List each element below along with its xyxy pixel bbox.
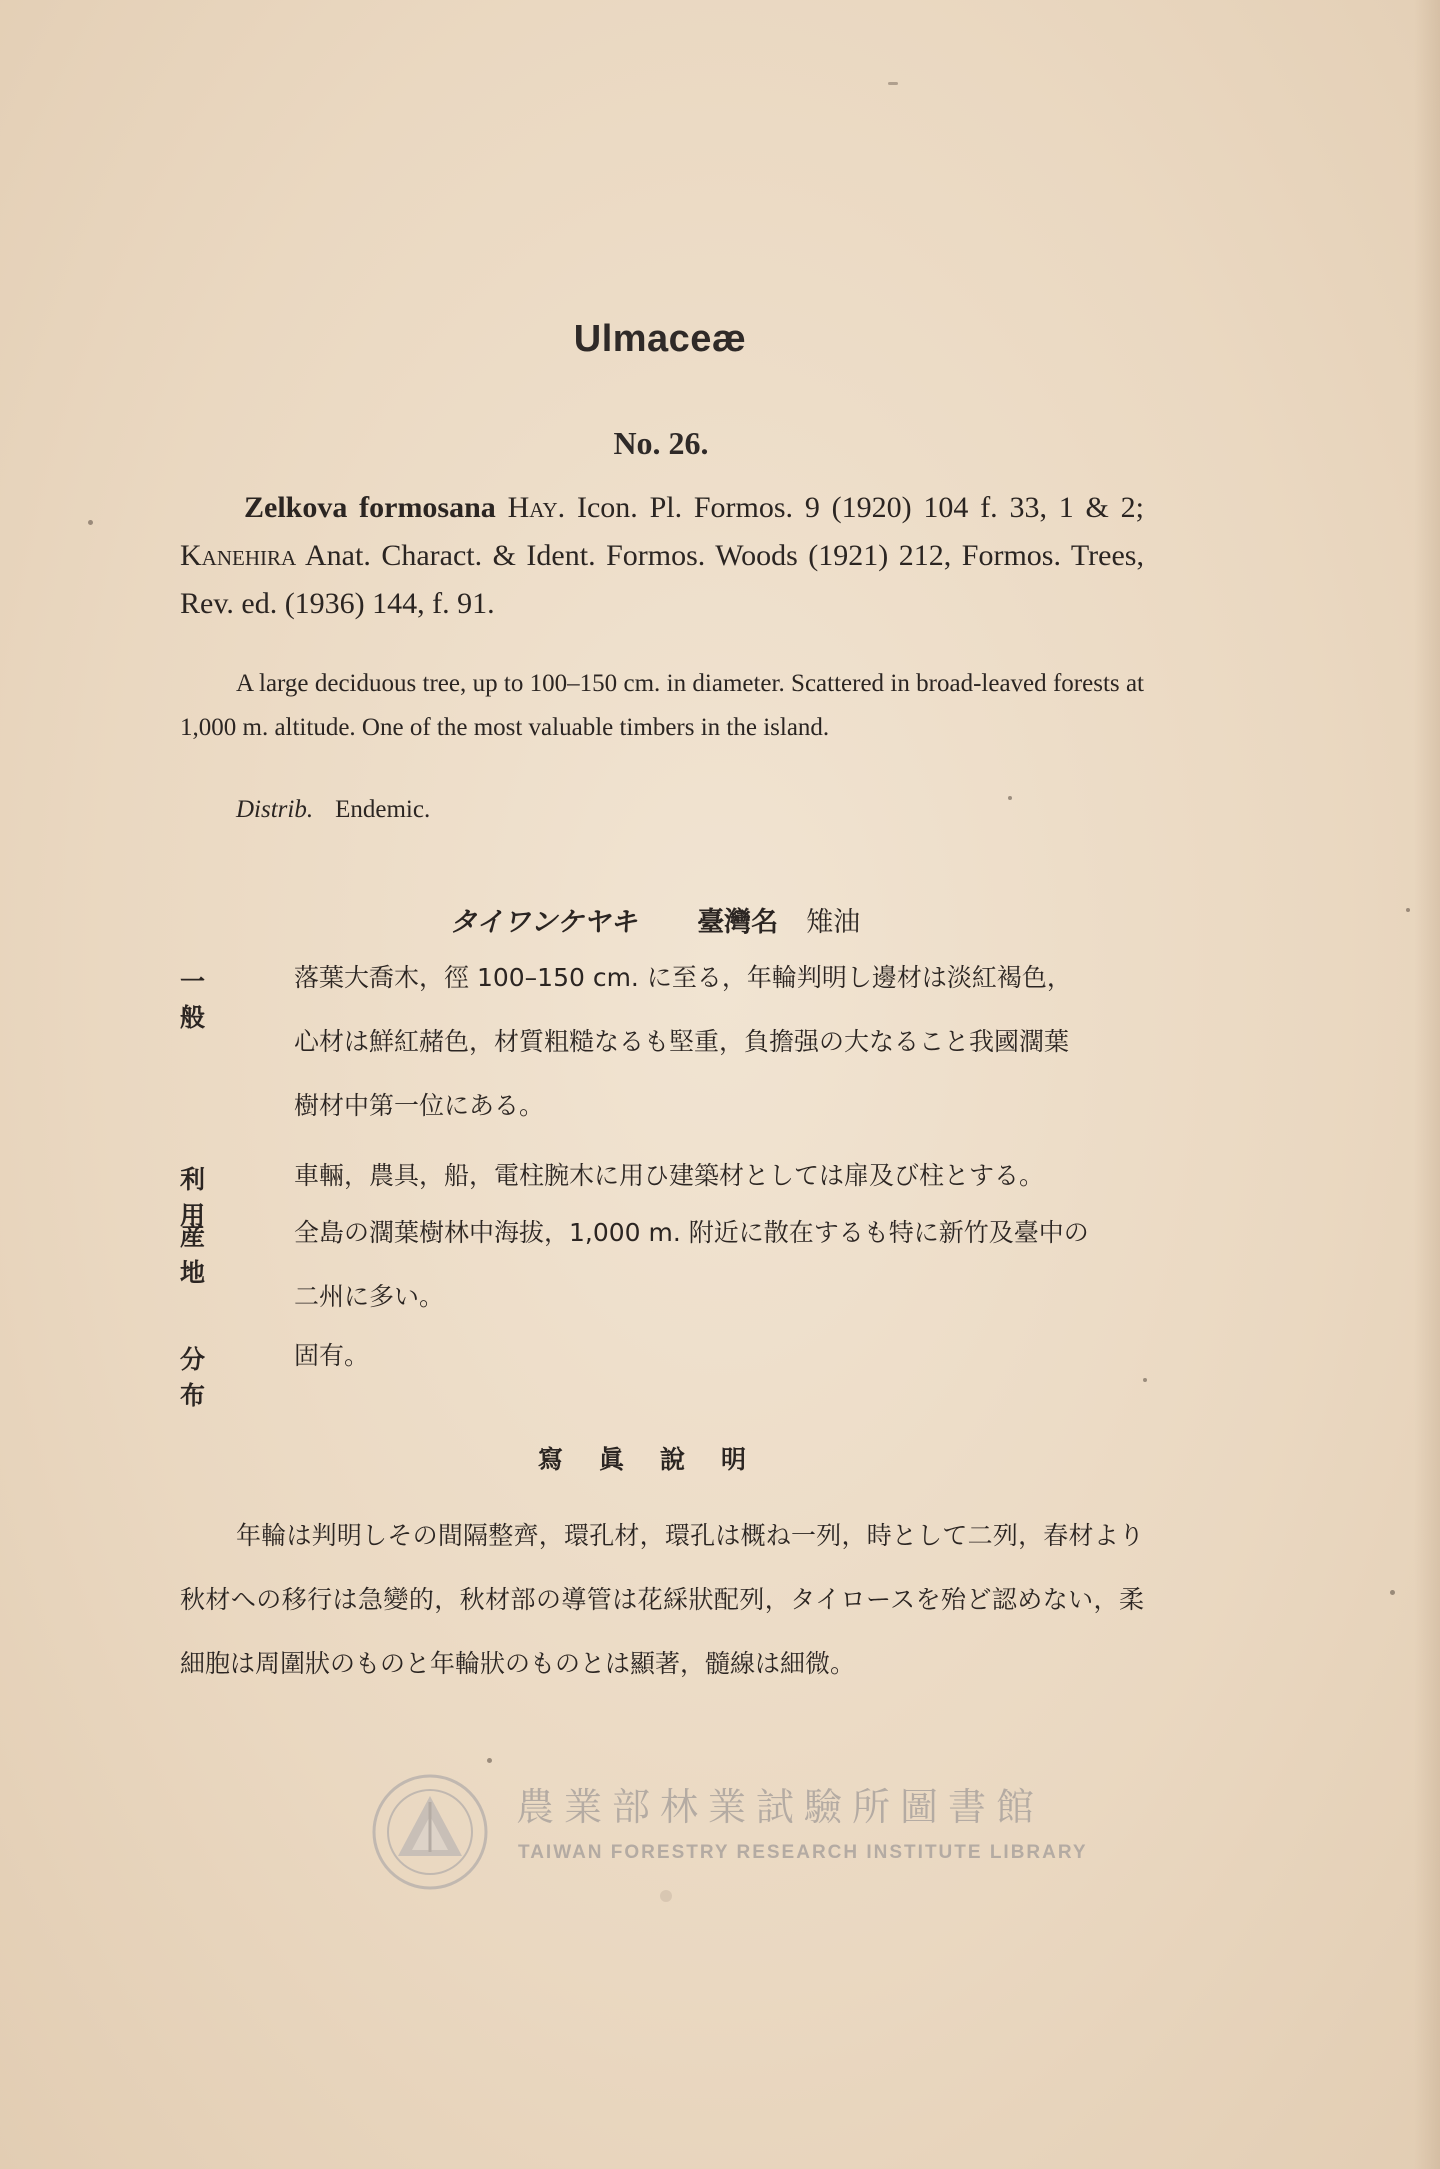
section-line: 車輛，農具，船，電柱腕木に用ひ建築材としては扉及び柱とする。 bbox=[294, 1161, 1045, 1190]
paper-speck bbox=[1143, 1378, 1147, 1382]
japanese-name: タイワンケヤキ bbox=[449, 907, 638, 938]
paper-speck bbox=[1390, 1590, 1395, 1595]
paper-speck bbox=[1008, 796, 1012, 800]
author-hayata: Hay. bbox=[507, 491, 566, 524]
section-key: 産地 bbox=[180, 1222, 236, 1287]
section-text bbox=[294, 1324, 1154, 1388]
distribution-line bbox=[236, 796, 430, 824]
library-watermark bbox=[370, 1766, 1090, 1886]
section-text bbox=[294, 1144, 1154, 1208]
species-reference bbox=[180, 484, 1144, 628]
japanese-name-heading bbox=[0, 900, 1310, 939]
section-key: 分布 bbox=[180, 1345, 236, 1410]
paper-speck bbox=[88, 520, 93, 525]
section-line: 全島の濶葉樹林中海拔，1,000 m. 附近に散在するも特に新竹及臺中の bbox=[294, 1218, 1089, 1247]
section-line: 二州に多い。 bbox=[294, 1282, 445, 1311]
paper-speck bbox=[888, 82, 898, 85]
library-name-zh: 農業部林業試驗所圖書館 bbox=[516, 1785, 1045, 1829]
section-key: 一般 bbox=[180, 967, 236, 1032]
reference-two: Anat. Charact. & Ident. Formos. Woods (1921) 212, Formos. Trees, Rev. ed. (1936) 144, f. 91. bbox=[180, 539, 1144, 620]
paper-speck bbox=[1406, 908, 1410, 912]
author-kanehira: Kanehira bbox=[180, 539, 297, 572]
section-text bbox=[294, 1201, 1154, 1329]
taiwan-name: 雉油 bbox=[806, 907, 861, 938]
photo-caption-heading: 寫眞說明 bbox=[537, 1445, 782, 1474]
library-seal-logo bbox=[370, 1772, 490, 1892]
species-name: Zelkova formosana bbox=[244, 491, 496, 524]
section-line: 落葉大喬木，徑 100–150 cm. に至る，年輪判明し邊材は淡紅褐色， bbox=[294, 963, 1072, 992]
family-heading: Ulmaceæ bbox=[573, 318, 747, 360]
section-line: 固有。 bbox=[294, 1341, 370, 1370]
page-edge-shadow bbox=[1414, 0, 1440, 2169]
section-text bbox=[294, 946, 1154, 1138]
distrib-value: Endemic. bbox=[335, 796, 431, 823]
photo-explanation-text: 年輪は判明しその間隔整齊，環孔材，環孔は概ね一列，時として二列，春材より秋材への移行は急變的，秋材部の導管は花綵狀配列，タイロースを殆ど認めない，柔細胞は周圍狀のものと年輪狀のものとは顯著，髓線は細微。 bbox=[180, 1521, 1144, 1678]
entry-number: No. 26. bbox=[613, 425, 709, 461]
paper-speck bbox=[487, 1758, 492, 1763]
english-description bbox=[180, 662, 1144, 750]
distrib-label: Distrib. bbox=[236, 796, 314, 823]
library-name-en: TAIWAN FORESTRY RESEARCH INSTITUTE LIBRARY bbox=[518, 1842, 1088, 1863]
photo-explanation bbox=[180, 1504, 1144, 1696]
reference-one: Icon. Pl. Formos. 9 (1920) 104 f. 33, 1 & 2; bbox=[576, 491, 1145, 524]
taiwan-name-label: 臺灣名 bbox=[697, 907, 779, 938]
section-key: 利用 bbox=[180, 1165, 236, 1230]
section-line: 樹材中第一位にある。 bbox=[294, 1091, 545, 1120]
section-line: 心材は鮮紅赭色，材質粗糙なるも堅重，負擔强の大なること我國濶葉 bbox=[294, 1027, 1070, 1056]
paper-speck bbox=[660, 1890, 672, 1902]
description-text: A large deciduous tree, up to 100–150 cm. in diameter. Scattered in broad-leaved forests at 1,000 m. altitude. One of the most valuable timbers in the island. bbox=[180, 670, 1144, 741]
